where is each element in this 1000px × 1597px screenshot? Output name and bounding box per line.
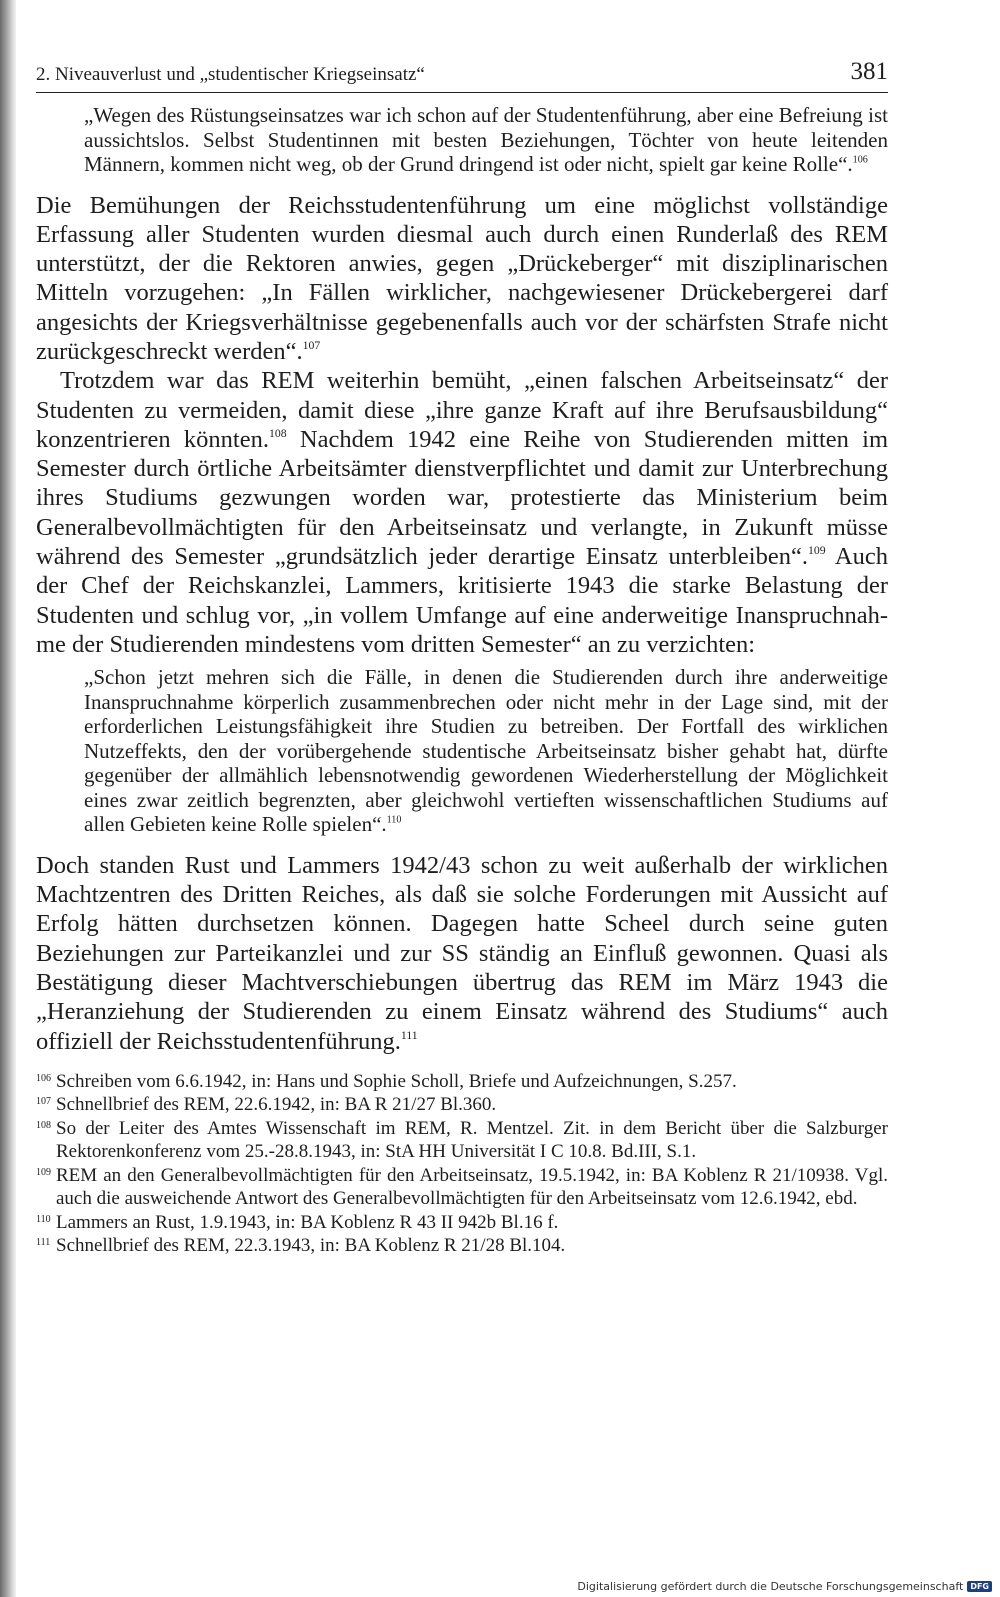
- footnotes: [36, 1070, 888, 1258]
- footnote-number: 106: [36, 1072, 51, 1084]
- footnote-text: Schnellbrief des REM, 22.6.1942, in: BA R 21/27 Bl.360.: [56, 1094, 497, 1116]
- footnote-ref[interactable]: 110: [386, 814, 402, 826]
- paragraph-text: Auch der Chef der Reichskanzlei, Lammers, kritisierte 1943 die starke Belastung der Studenten und schlug vor, „in vollem Umfange auf eine anderweitige Inanspruchnahme der Studierenden mindestens vom dritten Semester“ an zu verzichten:: [36, 543, 888, 658]
- footnote-text: REM an den Generalbevollmächtigten für den Arbeitseinsatz, 19.5.1942, in: BA Koblenz R 21/10938. Vgl. auch die ausweichende Antwort des Generalbevollmächtigten für den Arbeitseinsatz vom 12.6.1942, ebd.: [56, 1164, 888, 1210]
- footnote: [36, 1234, 888, 1258]
- paragraph-2: [36, 366, 888, 659]
- footnote: [36, 1093, 888, 1117]
- paragraph-text: Doch standen Rust und Lammers 1942/43 schon zu weit außerhalb der wirklichen Machtzentren des Dritten Reiches, als daß sie solche Forderungen mit Aussicht auf Erfolg hätten durchsetzen können. Dagegen hatte Scheel durch seine guten Beziehungen zur Parteikanzlei und zur SS ständig an Einfluß gewonnen. Quasi als Bestätigung dieser Machtverschiebungen übertrug das REM im März 1943 die „Heranziehung der Studierenden zu einem Einsatz während des Studiums“ auch offiziell der Reichsstudentenführung.: [36, 851, 888, 1055]
- footnote-ref[interactable]: 111: [400, 1028, 418, 1042]
- digitization-credit: [577, 1580, 992, 1593]
- scan-edge-shadow: [0, 0, 16, 1597]
- footnote: [36, 1164, 888, 1211]
- quote-text: „Wegen des Rüstungseinsatzes war ich schon auf der Studentenführung, aber eine Befreiung ist aussichtslos. Selbst Studentinnen mit besten Beziehungen, Töchter von heute leitenden Männern, kommen nicht weg, ob der Grund dringend ist oder nicht, spielt gar keine Rolle“.: [84, 103, 888, 176]
- dfg-logo: DFG: [967, 1581, 992, 1592]
- footnote: [36, 1211, 888, 1235]
- digitization-note: Digitalisierung gefördert durch die Deutsche Forschungsgemeinschaft: [577, 1580, 964, 1593]
- paragraph-3: [36, 851, 888, 1056]
- footnote-ref[interactable]: 106: [852, 154, 868, 166]
- footnote-number: 111: [36, 1237, 51, 1249]
- footnote-number: 107: [36, 1096, 51, 1108]
- block-quote-1: [84, 103, 888, 177]
- footnote-number: 110: [36, 1213, 51, 1225]
- paragraph-text: Trotzdem war das REM weiterhin bemüht, „einen falschen Arbeitseinsatz“ der Studenten zu vermeiden, damit diese „ihre ganze Kraft auf ihre Berufsausbildung“ konzentrieren könnten.: [36, 367, 888, 453]
- chapter-title: 2. Niveauverlust und „studentischer Kriegseinsatz“: [36, 64, 425, 85]
- footnote-text: Schreiben vom 6.6.1942, in: Hans und Sophie Scholl, Briefe und Aufzeichnungen, S.257.: [56, 1070, 737, 1092]
- footnote-number: 108: [36, 1119, 51, 1131]
- footnote-ref[interactable]: 108: [269, 426, 287, 440]
- paragraph-text: Nachdem 1942 eine Reihe von Studierenden mitten im Semester durch örtliche Arbeitsämter dienstverpflichtet und damit zur Unterbrechung ihres Studiums gezwungen worden war, protestierte das Ministerium beim Generalbevollmächtigten für den Arbeitseinsatz und verlangte, in Zukunft müsse während des Semester „grundsätzlich jeder derartige Einsatz unterbleiben“.: [36, 425, 889, 571]
- paragraph-1: [36, 191, 888, 367]
- footnote-ref[interactable]: 107: [302, 339, 321, 352]
- running-head: [36, 58, 888, 93]
- footnote: [36, 1070, 888, 1094]
- page-number: 381: [850, 58, 888, 85]
- footnote-text: Lammers an Rust, 1.9.1943, in: BA Koblenz R 43 II 942b Bl.16 f.: [56, 1211, 559, 1233]
- footnote-ref[interactable]: 109: [807, 544, 826, 558]
- footnote-number: 109: [36, 1166, 51, 1178]
- block-quote-2: [84, 665, 888, 837]
- book-page: [36, 58, 888, 1258]
- footnote-text: Schnellbrief des REM, 22.3.1943, in: BA Koblenz R 21/28 Bl.104.: [56, 1235, 566, 1257]
- paragraph-text: Die Bemühungen der Reichsstudentenführung um eine möglichst vollständige Erfassung aller Studenten wurden diesmal auch durch einen Runderlaß des REM unterstützt, der die Rektoren anwies, gegen „Drückeberger“ mit disziplinarischen Mitteln vorzugehen: „In Fällen wirklicher, nachgewiesener Drückebergerei darf angesichts der Kriegsverhältnisse gegebenenfalls auch vor der schärfsten Strafe nicht zurückgeschreckt werden“.: [36, 191, 888, 365]
- footnote-text: So der Leiter des Amtes Wissenschaft im REM, R. Mentzel. Zit. in dem Bericht über die Salzburger Rektorenkonferenz vom 25.-28.8.1943, in: StA HH Universität I C 10.8. Bd.III, S.1.: [56, 1117, 888, 1163]
- quote-text: „Schon jetzt mehren sich die Fälle, in denen die Studierenden durch ihre anderweitige Inanspruchnahme körperlich zusammenbrechen oder nicht mehr in der Lage sind, mit der erforderlichen Leistungsfähigkeit ihre Studien zu betreiben. Der Fortfall des wirklichen Nutzeffekts, den der vorübergehende studentische Arbeitseinsatz bisher gehabt hat, dürfte gegenüber der allmählich lebensnotwendig gewordenen Wiederherstellung der Möglichkeit eines zwar zeitlich begrenzten, aber gleichwohl vertieften wissenschaftlichen Studiums auf allen Gebieten keine Rolle spielen“.: [84, 665, 888, 837]
- footnote: [36, 1117, 888, 1164]
